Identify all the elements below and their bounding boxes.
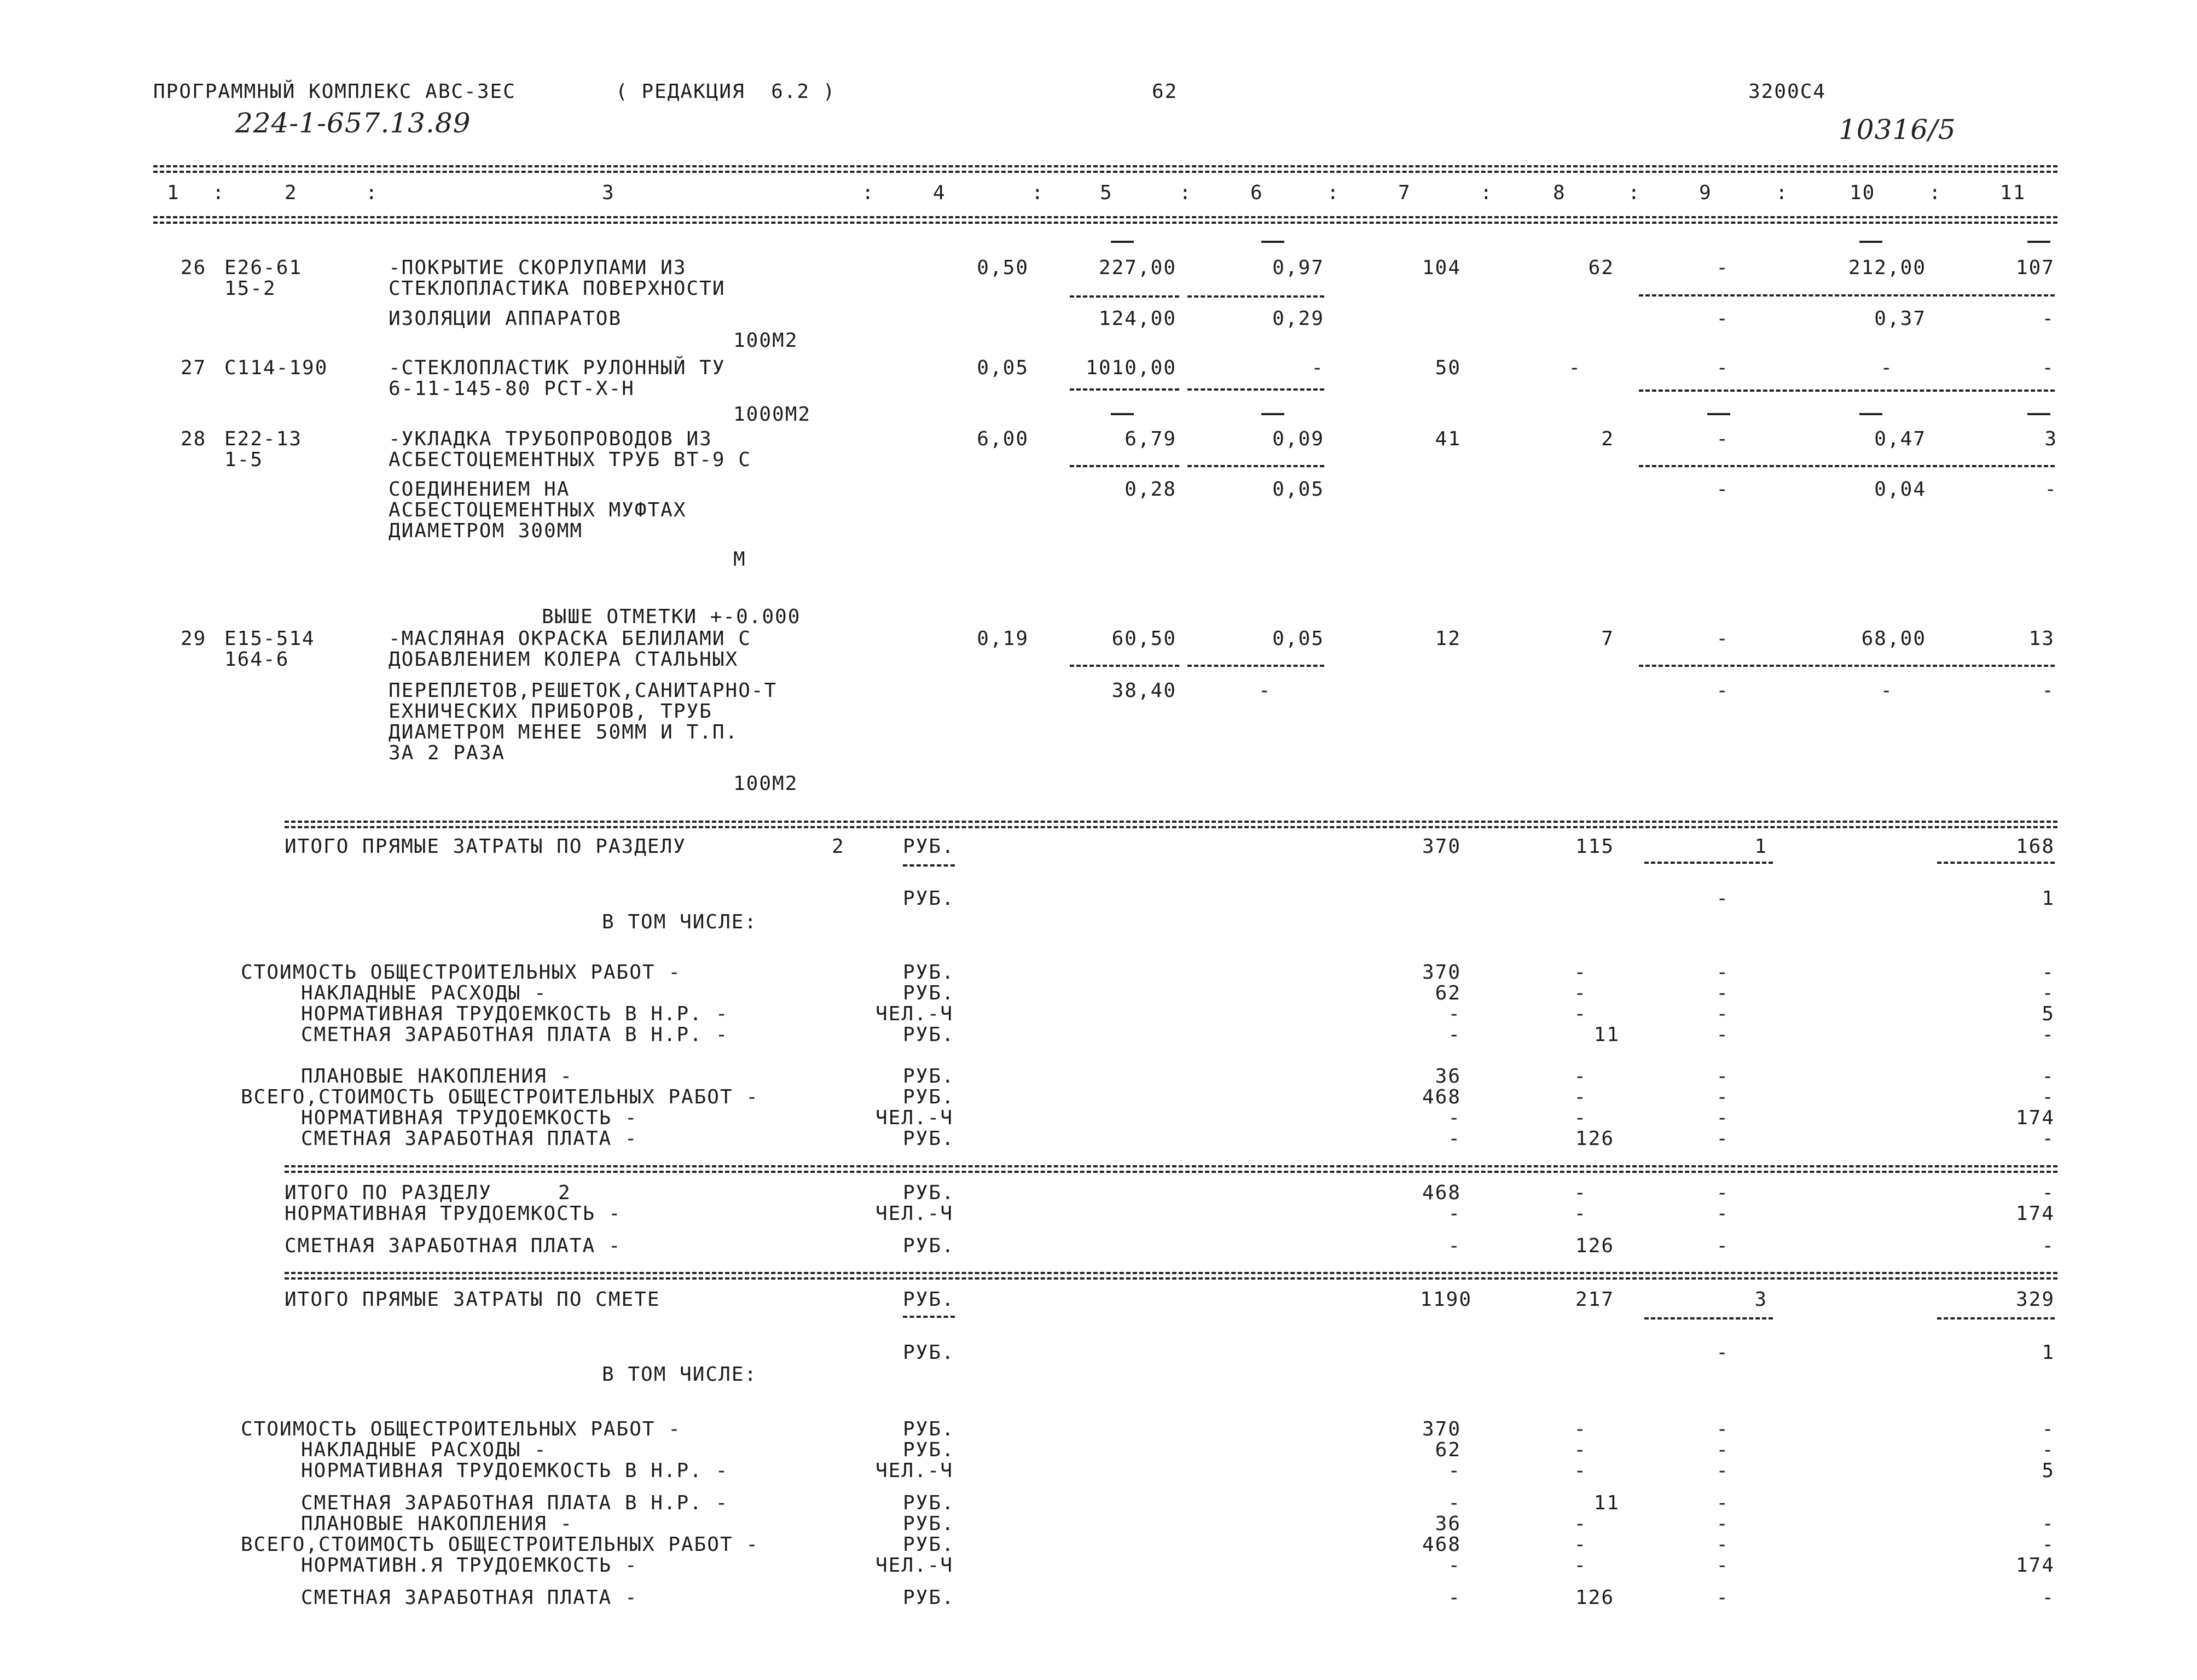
item-code: С114-190 <box>224 357 328 379</box>
breakdown-unit: РУБ. <box>903 1127 955 1150</box>
breakdown-unit: РУБ. <box>903 961 955 984</box>
dash-mark <box>1707 413 1730 415</box>
col-header-1: 1 <box>167 182 180 204</box>
breakdown-c11: - <box>2042 1513 2055 1535</box>
fraction-line <box>1070 665 1179 667</box>
page-number: 62 <box>1152 80 1178 103</box>
estimate-total-unit: РУБ. <box>903 1288 955 1311</box>
summary-label: СМЕТНАЯ ЗАРАБОТНАЯ ПЛАТА - <box>285 1235 622 1257</box>
summary-c7: - <box>1448 1202 1461 1225</box>
breakdown-c9: - <box>1716 1086 1729 1108</box>
item-total-cost: 12 <box>1435 627 1461 650</box>
section-total-c8: 115 <box>1575 835 1614 858</box>
item-code-sub: 1-5 <box>224 449 264 471</box>
section-total-c11-sub: 1 <box>2042 887 2055 910</box>
fraction-line <box>1639 390 2055 392</box>
breakdown-label: НОРМАТИВНАЯ ТРУДОЕМКОСТЬ В Н.Р. - <box>301 1003 729 1025</box>
col-header-6: 6 <box>1250 182 1263 204</box>
col-header-10: 10 <box>1850 182 1876 204</box>
summary-c9: - <box>1716 1235 1729 1257</box>
item-labor-sub: - <box>1259 679 1272 702</box>
item-description-line: ЕХНИЧЕСКИХ ПРИБОРОВ, ТРУБ <box>389 700 712 723</box>
breakdown-label: СМЕТНАЯ ЗАРАБОТНАЯ ПЛАТА - <box>301 1586 638 1609</box>
item-description-line: -УКЛАДКА ТРУБОПРОВОДОВ ИЗ <box>389 428 712 450</box>
item-c11-sub: - <box>2044 478 2057 501</box>
breakdown-c9: - <box>1716 1003 1729 1025</box>
item-c10: - <box>1880 357 1893 379</box>
fraction-line <box>1070 295 1179 298</box>
breakdown-unit: ЧЕЛ.-Ч <box>876 1554 954 1577</box>
document-code: 3200С4 <box>1748 80 1827 103</box>
top-rule <box>153 165 2057 167</box>
item-unit-price: 60,50 <box>1111 627 1176 650</box>
summary-unit: РУБ. <box>903 1182 955 1204</box>
item-wage-total: 7 <box>1601 627 1614 650</box>
breakdown-c11: 5 <box>2042 1460 2055 1482</box>
section-number: 2 <box>832 835 845 858</box>
breakdown-c11: 174 <box>2015 1554 2055 1577</box>
breakdown-unit: ЧЕЛ.-Ч <box>876 1460 954 1482</box>
breakdown-c9: - <box>1716 1533 1729 1556</box>
summary-c7: - <box>1448 1235 1461 1257</box>
item-unit: М <box>733 548 746 571</box>
summary-c8: 126 <box>1575 1235 1614 1257</box>
breakdown-label: ВСЕГО,СТОИМОСТЬ ОБЩЕСТРОИТЕЛЬНЫХ РАБОТ - <box>241 1533 759 1556</box>
unit-underline <box>903 1316 955 1318</box>
col-sep: : <box>1327 182 1340 204</box>
summary-c11: - <box>2042 1182 2055 1204</box>
summary-label: НОРМАТИВНАЯ ТРУДОЕМКОСТЬ - <box>285 1202 622 1225</box>
item-labor: 0,05 <box>1272 627 1324 650</box>
breakdown-c11: - <box>2042 961 2055 984</box>
item-description-line: ПЕРЕПЛЕТОВ,РЕШЕТОК,САНИТАРНО-Т <box>389 679 778 702</box>
breakdown-c11: - <box>2042 1439 2055 1461</box>
item-unit-price-wage: 0,28 <box>1124 478 1176 501</box>
item-c9: - <box>1716 428 1729 450</box>
estimate-rule <box>285 1272 2057 1274</box>
breakdown-label: НАКЛАДНЫЕ РАСХОДЫ - <box>301 982 547 1004</box>
item-quantity: 0,19 <box>977 627 1029 650</box>
fraction-line <box>1070 388 1179 391</box>
item-number: 27 <box>181 357 207 379</box>
item-code-sub: 164-6 <box>224 648 289 671</box>
col-header-3: 3 <box>602 182 615 204</box>
breakdown-unit: ЧЕЛ.-Ч <box>876 1003 954 1025</box>
col-header-7: 7 <box>1398 182 1411 204</box>
section-total-c9-sub: - <box>1716 887 1729 910</box>
estimate-total-c8: 217 <box>1575 1288 1614 1311</box>
breakdown-c8: - <box>1574 1086 1587 1108</box>
breakdown-label: НОРМАТИВНАЯ ТРУДОЕМКОСТЬ - <box>301 1107 638 1129</box>
breakdown-c7: 62 <box>1435 1439 1461 1461</box>
breakdown-c9: - <box>1716 1065 1729 1088</box>
summary-label: ИТОГО ПО РАЗДЕЛУ <box>285 1182 492 1204</box>
breakdown-label: СМЕТНАЯ ЗАРАБОТНАЯ ПЛАТА В Н.Р. - <box>301 1492 729 1514</box>
item-wage-total: 62 <box>1588 257 1614 279</box>
item-unit: 1000М2 <box>733 403 811 426</box>
item-c11: 107 <box>2015 257 2055 279</box>
item-description-line: ДИАМЕТРОМ МЕНЕЕ 50ММ И Т.П. <box>389 721 739 743</box>
item-number: 28 <box>181 428 207 450</box>
summary-c8: - <box>1574 1202 1587 1225</box>
col-sep: : <box>1480 182 1493 204</box>
dash-mark <box>1261 413 1284 415</box>
breakdown-c8: - <box>1574 1065 1587 1088</box>
breakdown-c7: - <box>1448 1554 1461 1577</box>
dash-mark <box>2027 241 2050 243</box>
breakdown-c11: 5 <box>2042 1003 2055 1025</box>
summary-rule-double <box>285 1171 2057 1173</box>
edition-label: ( РЕДАКЦИЯ 6.2 ) <box>616 80 836 103</box>
col-sep: : <box>862 182 875 204</box>
summary-c11: - <box>2042 1235 2055 1257</box>
summary-section-number: 2 <box>558 1182 571 1204</box>
breakdown-c8: - <box>1574 1107 1587 1129</box>
item-c11: 3 <box>2044 428 2057 450</box>
breakdown-c7: 468 <box>1422 1533 1461 1556</box>
breakdown-c9: - <box>1716 1127 1729 1150</box>
breakdown-unit: РУБ. <box>903 1086 955 1108</box>
breakdown-unit: РУБ. <box>903 982 955 1004</box>
top-rule-double <box>153 171 2057 173</box>
item-code-sub: 15-2 <box>224 277 276 300</box>
item-c11: 13 <box>2028 627 2055 650</box>
item-unit: 100М2 <box>733 329 798 352</box>
breakdown-c7: - <box>1448 1460 1461 1482</box>
breakdown-label: СТОИМОСТЬ ОБЩЕСТРОИТЕЛЬНЫХ РАБОТ - <box>241 1418 681 1440</box>
item-c11-sub: - <box>2042 679 2055 702</box>
item-code: Е22-13 <box>224 428 303 450</box>
breakdown-c8: - <box>1574 1439 1587 1461</box>
breakdown-unit: РУБ. <box>903 1586 955 1609</box>
item-total-cost: 50 <box>1435 357 1461 379</box>
fraction-line <box>1644 862 1773 864</box>
item-unit-price: 6,79 <box>1124 428 1176 450</box>
item-c9-sub: - <box>1716 478 1729 501</box>
fraction-line <box>1639 665 2055 667</box>
estimate-total-c9-sub: - <box>1716 1341 1729 1364</box>
item-labor: 0,09 <box>1272 428 1324 450</box>
breakdown-c8: - <box>1574 1554 1587 1577</box>
estimate-total-c11: 329 <box>2015 1288 2055 1311</box>
fraction-line <box>1187 665 1324 667</box>
breakdown-c8: - <box>1574 1513 1587 1535</box>
breakdown-c9: - <box>1716 982 1729 1004</box>
section-total-unit-2: РУБ. <box>903 887 955 910</box>
including-label: В ТОМ ЧИСЛЕ: <box>602 911 758 933</box>
item-quantity: 0,05 <box>977 357 1029 379</box>
dash-mark <box>2027 413 2050 415</box>
item-total-cost: 41 <box>1435 428 1461 450</box>
summary-c11: 174 <box>2015 1202 2055 1225</box>
breakdown-c7: 36 <box>1435 1065 1461 1088</box>
breakdown-c7: 62 <box>1435 982 1461 1004</box>
breakdown-c11: - <box>2042 1086 2055 1108</box>
item-c9: - <box>1716 357 1729 379</box>
section-total-unit: РУБ. <box>903 835 955 858</box>
breakdown-c8: - <box>1574 1418 1587 1440</box>
section-total-c9: 1 <box>1754 835 1767 858</box>
item-unit: 100М2 <box>733 772 798 795</box>
breakdown-c9: - <box>1716 1586 1729 1609</box>
item-description-line: АСБЕСТОЦЕМЕНТНЫХ МУФТАХ <box>389 499 687 521</box>
summary-c7: 468 <box>1422 1182 1461 1204</box>
breakdown-unit: РУБ. <box>903 1439 955 1461</box>
item-total-cost: 104 <box>1422 257 1461 279</box>
col-header-2: 2 <box>285 182 298 204</box>
col-header-4: 4 <box>933 182 946 204</box>
breakdown-c8: 11 <box>1593 1024 1620 1046</box>
item-c9-sub: - <box>1716 679 1729 702</box>
col-sep: : <box>366 182 379 204</box>
item-description-line: СТЕКЛОПЛАСТИКА ПОВЕРХНОСТИ <box>389 277 726 300</box>
fraction-line <box>1639 465 2055 467</box>
item-labor-sub: 0,29 <box>1272 307 1324 330</box>
summary-c8: - <box>1574 1182 1587 1204</box>
breakdown-c9: - <box>1716 1492 1729 1514</box>
item-labor-sub: 0,05 <box>1272 478 1324 501</box>
item-unit-price-wage: 38,40 <box>1111 679 1176 702</box>
breakdown-label: НАКЛАДНЫЕ РАСХОДЫ - <box>301 1439 547 1461</box>
summary-rule <box>285 1165 2057 1167</box>
item-c9: - <box>1716 257 1729 279</box>
col-sep: : <box>1929 182 1942 204</box>
col-header-8: 8 <box>1553 182 1566 204</box>
fraction-line <box>1937 1317 2055 1319</box>
col-sep: : <box>1776 182 1789 204</box>
breakdown-c9: - <box>1716 1554 1729 1577</box>
estimate-total-c7: 1190 <box>1420 1288 1472 1311</box>
breakdown-label: ВСЕГО,СТОИМОСТЬ ОБЩЕСТРОИТЕЛЬНЫХ РАБОТ - <box>241 1086 759 1108</box>
breakdown-unit: ЧЕЛ.-Ч <box>876 1107 954 1129</box>
breakdown-c11: - <box>2042 1024 2055 1046</box>
breakdown-label: СМЕТНАЯ ЗАРАБОТНАЯ ПЛАТА В Н.Р. - <box>301 1024 729 1046</box>
breakdown-label: ПЛАНОВЫЕ НАКОПЛЕНИЯ - <box>301 1513 573 1535</box>
summary-c9: - <box>1716 1202 1729 1225</box>
breakdown-label: СМЕТНАЯ ЗАРАБОТНАЯ ПЛАТА - <box>301 1127 638 1150</box>
summary-unit: РУБ. <box>903 1235 955 1257</box>
item-number: 29 <box>181 627 207 650</box>
breakdown-c11: - <box>2042 1127 2055 1150</box>
breakdown-c8: 11 <box>1593 1492 1620 1514</box>
item-quantity: 0,50 <box>977 257 1029 279</box>
breakdown-c7: - <box>1448 1586 1461 1609</box>
unit-underline <box>903 864 955 867</box>
breakdown-c9: - <box>1716 1460 1729 1482</box>
breakdown-c7: - <box>1448 1024 1461 1046</box>
breakdown-c11: - <box>2042 1418 2055 1440</box>
item-description-line: ЗА 2 РАЗА <box>389 742 506 764</box>
item-unit-price: 227,00 <box>1098 257 1176 279</box>
dash-mark <box>1859 413 1882 415</box>
item-description-line: ИЗОЛЯЦИИ АППАРАТОВ <box>389 307 622 330</box>
dash-mark <box>1111 413 1134 415</box>
breakdown-c7: - <box>1448 1003 1461 1025</box>
item-description-line: ДИАМЕТРОМ 300ММ <box>389 520 583 542</box>
section-rule <box>285 821 2057 823</box>
item-code: Е15-514 <box>224 627 315 650</box>
item-wage-total: 2 <box>1601 428 1614 450</box>
handwritten-sheet-number: 10316/5 <box>1839 114 1956 146</box>
item-code: Е26-61 <box>224 257 303 279</box>
item-c10: 0,47 <box>1874 428 1926 450</box>
estimate-total-label: ИТОГО ПРЯМЫЕ ЗАТРАТЫ ПО СМЕТЕ <box>285 1288 660 1311</box>
item-c9-sub: - <box>1716 307 1729 330</box>
item-c10-sub: 0,37 <box>1874 307 1926 330</box>
col-header-5: 5 <box>1100 182 1113 204</box>
item-wage-total: - <box>1568 357 1581 379</box>
item-c10: 68,00 <box>1861 627 1926 650</box>
breakdown-c9: - <box>1716 1439 1729 1461</box>
estimate-rule-double <box>285 1277 2057 1280</box>
col-sep: : <box>1179 182 1192 204</box>
header-rule <box>153 216 2057 218</box>
section-rule-double <box>285 826 2057 828</box>
breakdown-c11: 174 <box>2015 1107 2055 1129</box>
breakdown-c11: - <box>2042 1533 2055 1556</box>
breakdown-c9: - <box>1716 1107 1729 1129</box>
section-total-c11: 168 <box>2015 835 2055 858</box>
item-description-line: -МАСЛЯНАЯ ОКРАСКА БЕЛИЛАМИ С <box>389 627 751 650</box>
header-rule-double <box>153 222 2057 224</box>
item-quantity: 6,00 <box>977 428 1029 450</box>
item-unit-price: 1010,00 <box>1086 357 1176 379</box>
fraction-line <box>1639 294 2055 297</box>
breakdown-label: ПЛАНОВЫЕ НАКОПЛЕНИЯ - <box>301 1065 573 1088</box>
breakdown-c7: 36 <box>1435 1513 1461 1535</box>
breakdown-label: НОРМАТИВН.Я ТРУДОЕМКОСТЬ - <box>301 1554 638 1577</box>
fraction-line <box>1644 1317 1773 1319</box>
breakdown-c8: 126 <box>1575 1127 1614 1150</box>
item-description-line: ДОБАВЛЕНИЕМ КОЛЕРА СТАЛЬНЫХ <box>389 648 739 671</box>
col-sep: : <box>1031 182 1045 204</box>
fraction-line <box>1187 388 1324 391</box>
breakdown-unit: РУБ. <box>903 1418 955 1440</box>
breakdown-c8: - <box>1574 1003 1587 1025</box>
estimate-total-c11-sub: 1 <box>2042 1341 2055 1364</box>
breakdown-c9: - <box>1716 1418 1729 1440</box>
col-sep: : <box>212 182 225 204</box>
breakdown-label: НОРМАТИВНАЯ ТРУДОЕМКОСТЬ В Н.Р. - <box>301 1460 729 1482</box>
fraction-line <box>1187 295 1324 298</box>
col-header-11: 11 <box>2000 182 2026 204</box>
estimate-total-unit-2: РУБ. <box>903 1341 955 1364</box>
item-labor: - <box>1311 357 1324 379</box>
section-subheading: ВЫШЕ ОТМЕТКИ +-0.000 <box>542 606 801 628</box>
dash-mark <box>1859 241 1882 243</box>
breakdown-c8: - <box>1574 982 1587 1004</box>
estimate-total-c9: 3 <box>1754 1288 1767 1311</box>
item-c10-sub: 0,04 <box>1874 478 1926 501</box>
dash-mark <box>1111 241 1134 243</box>
item-number: 26 <box>181 257 207 279</box>
breakdown-c11: - <box>2042 1065 2055 1088</box>
breakdown-c9: - <box>1716 1513 1729 1535</box>
item-c11-sub: - <box>2042 307 2055 330</box>
col-sep: : <box>1628 182 1641 204</box>
breakdown-c8: 126 <box>1575 1586 1614 1609</box>
item-c10-sub: - <box>1880 679 1893 702</box>
fraction-line <box>1070 465 1179 467</box>
section-total-label: ИТОГО ПРЯМЫЕ ЗАТРАТЫ ПО РАЗДЕЛУ <box>285 835 686 858</box>
breakdown-c11: - <box>2042 1586 2055 1609</box>
breakdown-unit: РУБ. <box>903 1024 955 1046</box>
breakdown-c7: - <box>1448 1107 1461 1129</box>
breakdown-c8: - <box>1574 1460 1587 1482</box>
breakdown-c11: - <box>2042 982 2055 1004</box>
item-description-line: СОЕДИНЕНИЕМ НА <box>389 478 570 501</box>
breakdown-c7: 370 <box>1422 1418 1461 1440</box>
breakdown-unit: РУБ. <box>903 1513 955 1535</box>
item-description-line: -СТЕКЛОПЛАСТИК РУЛОННЫЙ ТУ <box>389 357 726 379</box>
breakdown-unit: РУБ. <box>903 1533 955 1556</box>
item-description-line: 6-11-145-80 РСТ-Х-Н <box>389 377 635 400</box>
summary-unit: ЧЕЛ.-Ч <box>876 1202 954 1225</box>
program-title: ПРОГРАММНЫЙ КОМПЛЕКС АВС-ЗЕС <box>153 80 516 103</box>
dash-mark <box>1261 241 1284 243</box>
summary-c9: - <box>1716 1182 1729 1204</box>
breakdown-unit: РУБ. <box>903 1492 955 1514</box>
item-description-line: АСБЕСТОЦЕМЕНТНЫХ ТРУБ ВТ-9 С <box>389 449 751 471</box>
handwritten-project-number: 224-1-657.13.89 <box>235 107 471 139</box>
breakdown-c7: 468 <box>1422 1086 1461 1108</box>
breakdown-c9: - <box>1716 1024 1729 1046</box>
item-unit-price-wage: 124,00 <box>1098 307 1176 330</box>
including-label: В ТОМ ЧИСЛЕ: <box>602 1363 758 1386</box>
breakdown-unit: РУБ. <box>903 1065 955 1088</box>
item-c9: - <box>1716 627 1729 650</box>
breakdown-c9: - <box>1716 961 1729 984</box>
fraction-line <box>1187 465 1324 467</box>
item-description-line: -ПОКРЫТИЕ СКОРЛУПАМИ ИЗ <box>389 257 687 279</box>
fraction-line <box>1937 862 2055 864</box>
item-c10: 212,00 <box>1848 257 1926 279</box>
breakdown-c8: - <box>1574 1533 1587 1556</box>
breakdown-c7: - <box>1448 1492 1461 1514</box>
breakdown-c7: - <box>1448 1127 1461 1150</box>
breakdown-c8: - <box>1574 961 1587 984</box>
section-total-c7: 370 <box>1422 835 1461 858</box>
item-labor: 0,97 <box>1272 257 1324 279</box>
col-header-9: 9 <box>1699 182 1712 204</box>
breakdown-label: СТОИМОСТЬ ОБЩЕСТРОИТЕЛЬНЫХ РАБОТ - <box>241 961 681 984</box>
breakdown-c7: 370 <box>1422 961 1461 984</box>
item-c11: - <box>2042 357 2055 379</box>
